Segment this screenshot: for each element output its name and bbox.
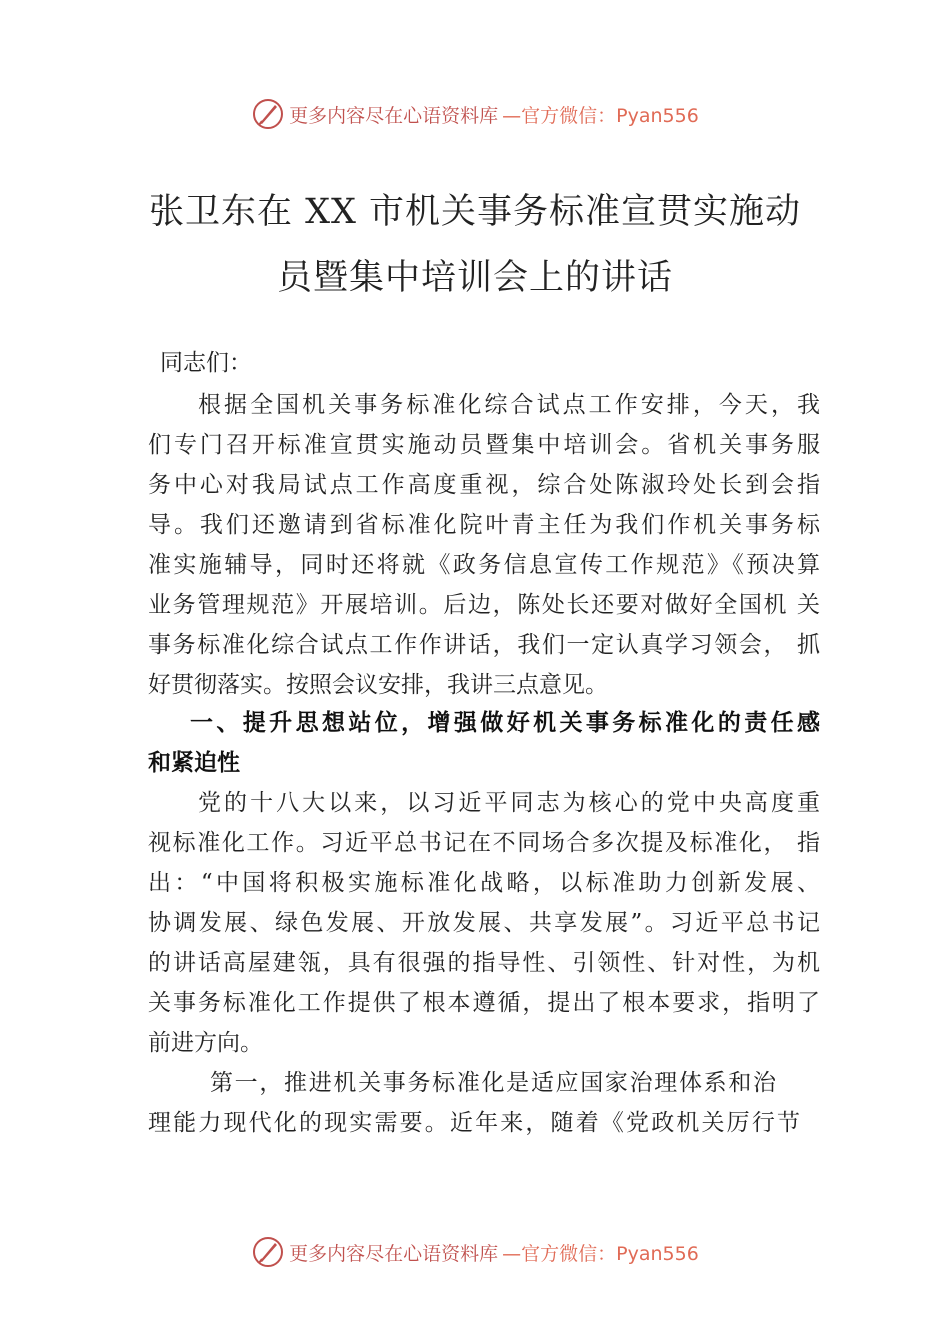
banner-slogan: 更多内容尽在心语资料库 [289, 104, 499, 127]
section-heading: 和紧迫性 [148, 750, 240, 776]
paragraph-line: 业务管理规范》开展培训。后边，陈处长还要对做好全国机 关 [148, 592, 820, 618]
paragraph-line: 们专门召开标准宣贯实施动员暨集中培训会。省机关事务服 [148, 432, 820, 458]
paragraph-line: 理能力现代化的现实需要。近年来，随着《党政机关厉行节 [148, 1110, 800, 1136]
paragraph-line: 关事务标准化工作提供了根本遵循，提出了根本要求，指明了 [148, 990, 820, 1016]
paragraph-line: 的讲话高屋建瓴，具有很强的指导性、引领性、针对性，为机 [148, 950, 820, 976]
document-title-line-2: 员暨集中培训会上的讲话 [276, 258, 673, 298]
greeting: 同志们： [160, 350, 252, 376]
paragraph-line: 准实施辅导，同时还将就《政务信息宣传工作规范》《预决算 [148, 552, 820, 578]
banner-wechat: —官方微信：Pyan556 [502, 1242, 699, 1265]
paragraph-line: 协调发展、绿色发展、开放发展、共享发展”。习近平总书记 [148, 910, 820, 936]
paragraph-line: 根据全国机关事务标准化综合试点工作安排，今天，我 [198, 392, 820, 418]
footer-banner [0, 1230, 950, 1274]
paragraph-line: 党的十八大以来，以习近平同志为核心的党中央高度重 [198, 790, 820, 816]
quill-logo-icon [251, 97, 285, 131]
paragraph-line: 视标准化工作。习近平总书记在不同场合多次提及标准化， 指 [148, 830, 820, 856]
paragraph-line: 前进方向。 [148, 1030, 263, 1056]
paragraph-line: 第一，推进机关事务标准化是适应国家治理体系和治 [210, 1070, 776, 1096]
paragraph-line: 出：“中国将积极实施标准化战略，以标准助力创新发展、 [148, 870, 820, 896]
paragraph-line: 务中心对我局试点工作高度重视，综合处陈淑玲处长到会指 [148, 472, 820, 498]
section-heading: 一、提升思想站位，增强做好机关事务标准化的责任感 [190, 710, 820, 736]
paragraph-line: 好贯彻落实。按照会议安排，我讲三点意见。 [148, 672, 608, 698]
paragraph-line: 事务标准化综合试点工作作讲话，我们一定认真学习领会， 抓 [148, 632, 820, 658]
quill-logo-icon [251, 1235, 285, 1269]
paragraph-line: 导。我们还邀请到省标准化院叶青主任为我们作机关事务标 [148, 512, 820, 538]
banner-slogan: 更多内容尽在心语资料库 [289, 1242, 499, 1265]
banner-wechat: —官方微信：Pyan556 [502, 104, 699, 127]
document-title-line-1: 张卫东在 XX 市机关事务标准宣贯实施动 [148, 192, 802, 232]
header-banner [0, 92, 950, 136]
